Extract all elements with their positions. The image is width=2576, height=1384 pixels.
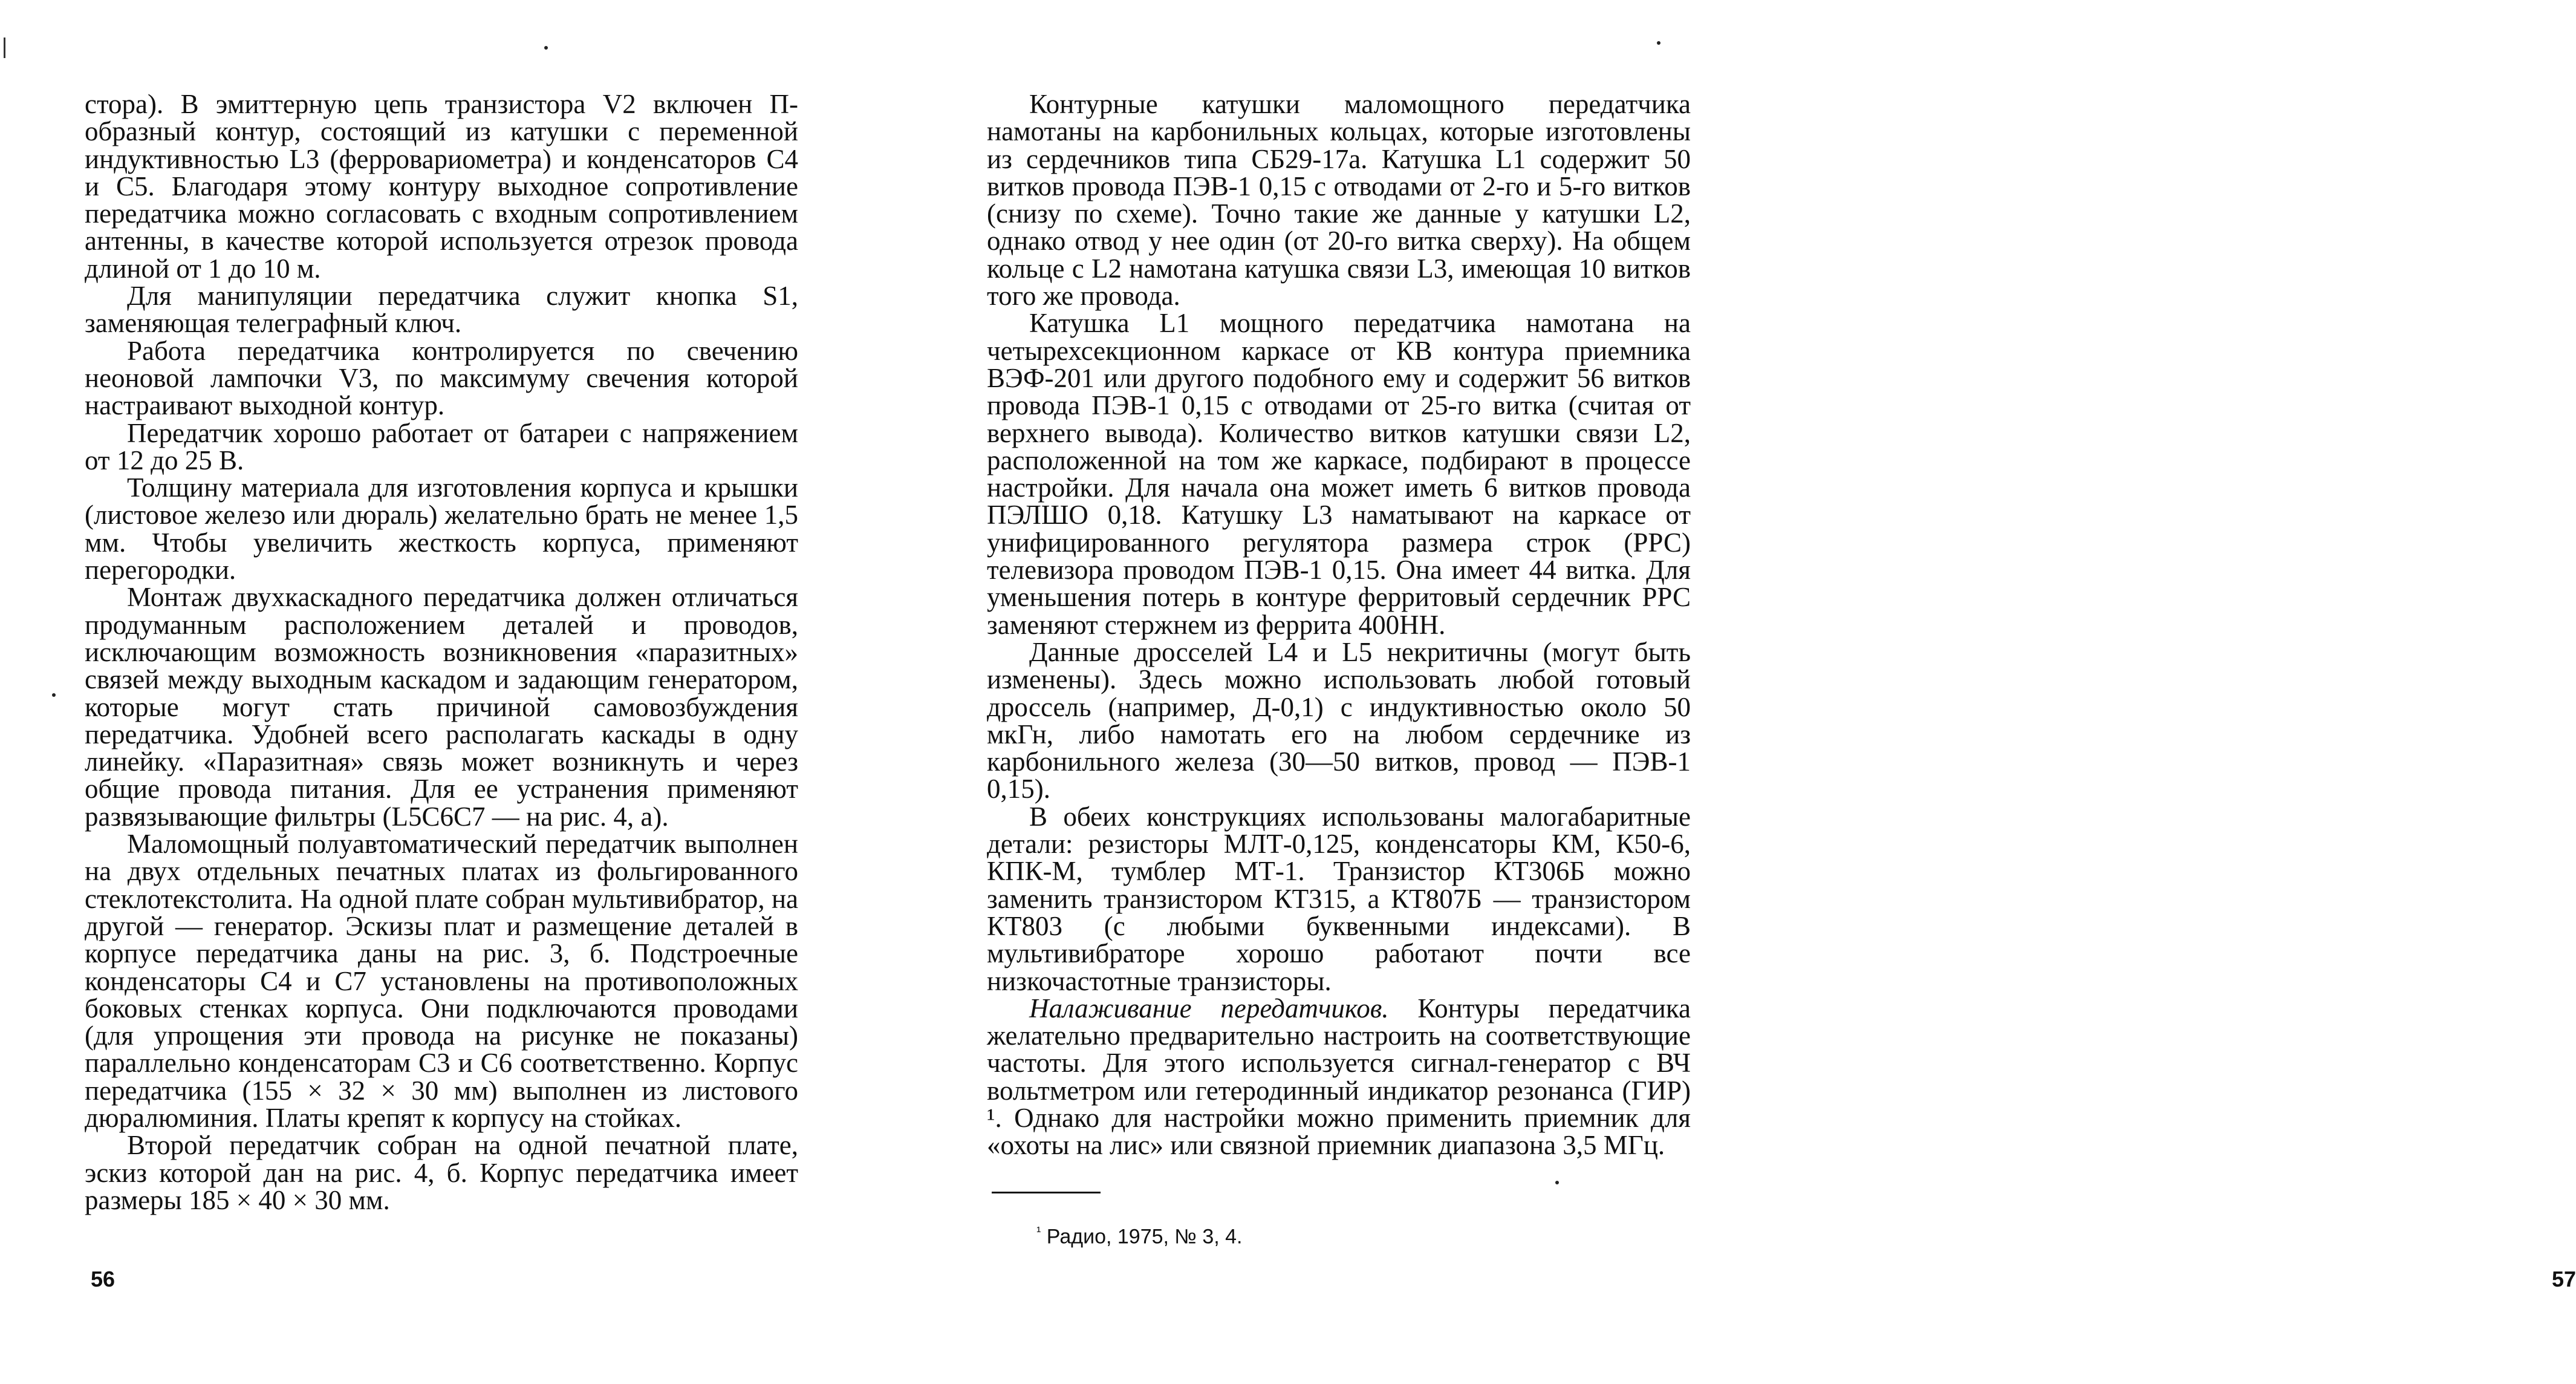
paragraph: Контурные катушки маломощного передатчика намотаны на карбонильных кольцах, которые изготовлены из сердечников типа СБ29-17а. Катушка L1 содержит 50 витков провода ПЭВ-1 0,15 с отводами от 2-го и 5-го витков (снизу по схеме). Точно такие же данные у катушки L2, однако отвод у нее один (от 20-го витка сверху). На общем кольце с L2 намотана катушка связи L3, имеющая 10 витков того же провода. [987,89,1691,312]
paragraph-with-runin-heading [987,995,1691,1160]
page-number: 57 [2552,1267,2576,1291]
paragraph: Данные дросселей L4 и L5 некритичны (могут быть изменены). Здесь можно использовать любой готовый дроссель (например, Д-0,1) с индуктивностью около 50 мкГн, либо намотать его на любом сердечнике из карбонильного железа (30—50 витков, провод — ПЭВ-1 0,15). [987,636,1691,805]
paragraph: стора). В эмиттерную цепь транзистора V2 включен П-образный контур, состоящий из катушки с переменной индуктивностью L3 (ферровариометра) и конденсаторов C4 и C5. Благодаря этому контуру выходное сопротивление передатчика можно согласовать с входным сопротивлением антенны, в качестве которой используется отрезок провода длиной от 1 до 10 м. [85,89,798,284]
left-text-column [85,91,798,1214]
paragraph: Для манипуляции передатчика служит кнопка S1, заменяющая телеграфный ключ. [85,281,798,339]
paragraph: Передатчик хорошо работает от батареи с напряжением от 12 до 25 В. [85,417,798,475]
paragraph: Толщину материала для изготовления корпуса и крышки (листовое железо или дюраль) желательно брать не менее 1,5 мм. Чтобы увеличить жесткость корпуса, применяют перегородки. [85,472,798,586]
footnote [1036,1219,1242,1249]
paragraph: Второй передатчик собран на одной печатной плате, эскиз которой дан на рис. 4, б. Корпус передатчика имеет размеры 185 × 40 × 30 мм. [85,1130,798,1215]
paragraph: В обеих конструкциях использованы малогабаритные детали: резисторы МЛТ-0,125, конденсаторы КМ, К50-6, КПК-М, тумблер МТ-1. Транзистор КТ306Б можно заменить транзистором КТ315, а КТ807Б — транзистором КТ803 (с любыми буквенными индексами). В мультивибраторе хорошо работают почти все низкочастотные транзисторы. [987,801,1691,996]
paragraph: Монтаж двухкаскадного передатчика должен отличаться продуманным расположением деталей и проводов, исключающим возможность возникновения «паразитных» связей между выходным каскадом и задающим генератором, которые могут стать причиной самовозбуждения передатчика. Удобней всего располагать каскады в одну линейку. «Паразитная» связь может возникнуть и через общие провода питания. Для ее устранения применяют развязывающие фильтры (L5C6C7 — на рис. 4, а). [85,582,798,832]
paragraph: Работа передатчика контролируется по свечению неоновой лампочки V3, по максимуму свечения которой настраивают выходной контур. [85,335,798,421]
left-page [0,0,874,1384]
page-number: 56 [91,1267,115,1291]
paragraph-body: Контуры передатчика желательно предварительно настроить на соответствующие частоты. Для этого используется сигнал-генератор с ВЧ вольтметром или гетеродинный индикатор резонанса (ГИР) ¹. Однако для настройки можно применить приемник для «охоты на лис» или связной приемник диапазона 3,5 МГц. [987,993,1691,1161]
footnote-text: Радио, 1975, № 3, 4. [1046,1225,1243,1249]
paragraph: Маломощный полуавтоматический передатчик выполнен на двух отдельных печатных платах из фольгированного стеклотекстолита. На одной плате собран мультивибратор, на другой — генератор. Эскизы плат и размещение деталей в корпусе передатчика даны на рис. 3, б. Подстроечные конденсаторы C4 и C7 установлены на противоположных боковых стенках корпуса. Они подключаются проводами (для упрощения эти провода на рисунке не показаны) параллельно конденсаторам C3 и C6 соответственно. Корпус передатчика (155 × 32 × 30 мм) выполнен из листового дюралюминия. Платы крепят к корпусу на стойках. [85,829,798,1133]
right-text-column [987,91,1691,1160]
right-page [874,0,2576,1384]
paragraph: Катушка L1 мощного передатчика намотана на четырехсекционном каркасе от КВ контура приемника ВЭФ-201 или другого подобного ему и содержит 56 витков провода ПЭВ-1 0,15 с отводами от 25-го витка (считая от верхнего вывода). Количество витков катушки связи L2, расположенной на том же каркасе, подбирают в процессе настройки. Для начала она может иметь 6 витков провода ПЭЛШО 0,18. Катушку L3 наматывают на каркасе от унифицированного регулятора размера строк (РРС) телевизора проводом ПЭВ-1 0,15. Она имеет 44 витка. Для уменьшения потерь в контуре ферритовый сердечник РРС заменяют стержнем из феррита 400НН. [987,308,1691,640]
footnote-rule [992,1192,1101,1193]
runin-heading: Налаживание передатчиков. [1029,993,1389,1023]
footnote-mark: ¹ [1036,1224,1041,1239]
